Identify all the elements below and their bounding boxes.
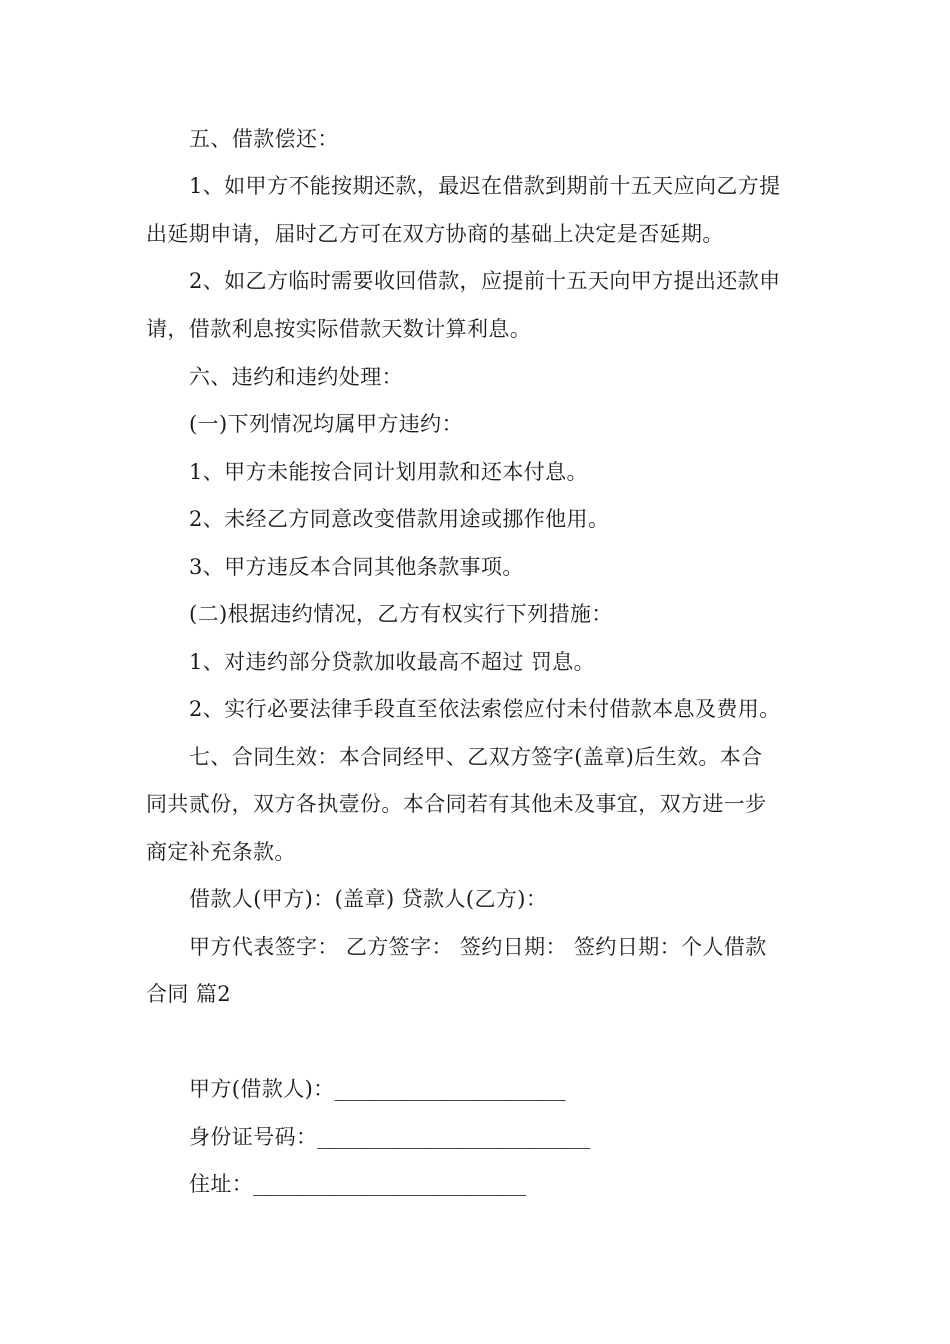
section-seven-line: 七、合同生效：本合同经甲、乙双方签字(盖章)后生效。本合 bbox=[189, 745, 763, 769]
paragraph-line: 1、甲方未能按合同计划用款和还本付息。 bbox=[189, 460, 588, 484]
paragraph-line: 2、未经乙方同意改变借款用途或挪作他用。 bbox=[189, 507, 610, 531]
paragraph-line: 1、对违约部分贷款加收最高不超过 罚息。 bbox=[189, 650, 596, 674]
form-field-id-number bbox=[189, 1122, 590, 1152]
paragraph-line: 请，借款利息按实际借款天数计算利息。 bbox=[146, 317, 532, 341]
form-field-address bbox=[189, 1169, 526, 1199]
subsection-heading: (一)下列情况均属甲方违约： bbox=[189, 412, 463, 436]
signature-parties-line: 借款人(甲方)：(盖章) 贷款人(乙方)： bbox=[189, 887, 548, 911]
paragraph-line: 2、实行必要法律手段直至依法索偿应付未付借款本息及费用。 bbox=[189, 697, 781, 721]
subsection-heading: (二)根据违约情况，乙方有权实行下列措施： bbox=[189, 602, 613, 626]
paragraph-line: 同共贰份，双方各执壹份。本合同若有其他未及事宜，双方进一步 bbox=[146, 792, 767, 816]
signature-line: 甲方代表签字： 乙方签字： 签约日期： 签约日期：个人借款 bbox=[189, 935, 767, 959]
paragraph-line: 2、如乙方临时需要收回借款，应提前十五天向甲方提出还款申 bbox=[189, 269, 781, 293]
paragraph-line: 1、如甲方不能按期还款，最迟在借款到期前十五天应向乙方提 bbox=[189, 174, 781, 198]
form-field-label: 甲方(借款人)： bbox=[189, 1077, 335, 1101]
form-field-label: 住址： bbox=[189, 1172, 254, 1196]
section-five-heading: 五、借款偿还： bbox=[189, 127, 339, 151]
form-field-blank: __________________________ bbox=[253, 1172, 527, 1196]
form-field-blank: __________________________ bbox=[317, 1125, 591, 1149]
form-field-label: 身份证号码： bbox=[189, 1125, 318, 1149]
paragraph-line: 3、甲方违反本合同其他条款事项。 bbox=[189, 555, 524, 579]
paragraph-line: 合同 篇2 bbox=[146, 982, 232, 1006]
section-six-heading: 六、违约和违约处理： bbox=[189, 365, 403, 389]
paragraph-line: 出延期申请，届时乙方可在双方协商的基础上决定是否延期。 bbox=[146, 222, 724, 246]
paragraph-line: 商定补充条款。 bbox=[146, 840, 296, 864]
form-field-borrower bbox=[189, 1074, 566, 1104]
form-field-blank: ______________________ bbox=[334, 1077, 566, 1101]
